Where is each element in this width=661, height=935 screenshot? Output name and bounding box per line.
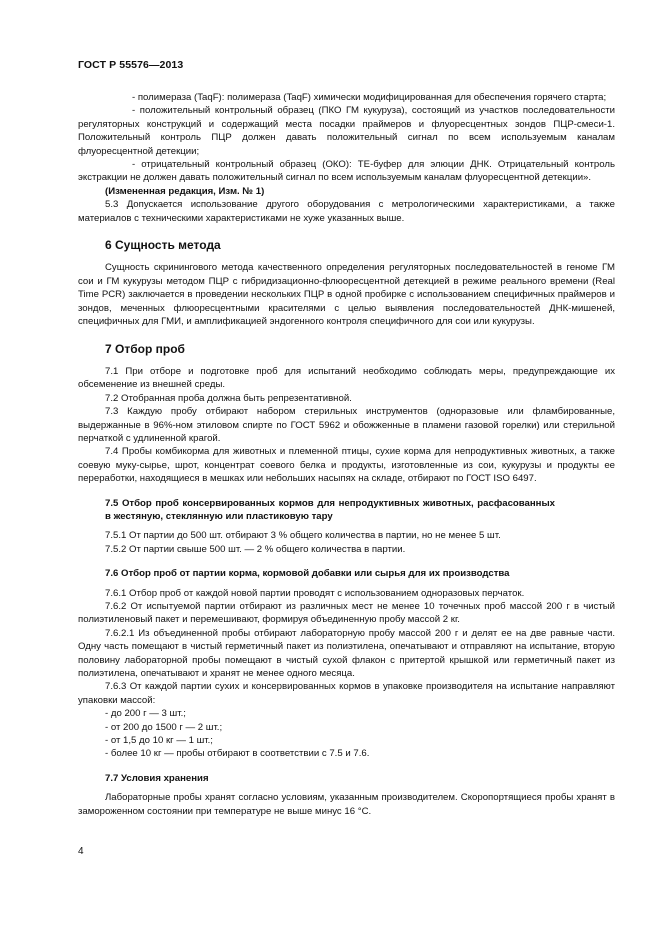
paragraph-7-6-3: 7.6.3 От каждой партии сухих и консервированных кормов в упаковке производителя на испытание направляют упаковки массой: — [78, 681, 615, 706]
list-item: - от 200 до 1500 г — 2 шт.; — [105, 721, 223, 733]
list-item: - от 1,5 до 10 кг — 1 шт.; — [105, 735, 213, 747]
paragraph-positive-control: - положительный контрольный образец (ПКО ГМ кукуруза), состоящий из участков последовательности регуляторных конструкций и содержащий места посадки праймеров и флуоресцентных зондов ПЦР-смеси-1. Положительный контроль ПЦР должен давать положительный сигнал по всем используемым каналам флуоресцентной детекции; — [78, 105, 615, 157]
paragraph-7-4: 7.4 Пробы комбикорма для животных и племенной птицы, сухие корма для непродуктивных животных, а также соевую муку-сырье, шрот, концентрат соевого белка и продукты, изготовленные из сои, кукурузы и продукты ее переработки, находящиеся в мешках или небольших насыпях на складе, отбирают по ГОСТ ISO 6497. — [78, 446, 615, 485]
paragraph-7-6-1: 7.6.1 Отбор проб от каждой новой партии проводят с использованием одноразовых перчаток. — [105, 587, 525, 599]
subsection-7-5-heading: 7.5 Отбор проб консервированных кормов для непродуктивных животных, расфасованных в жестяную, стеклянную или пластиковую тару — [105, 497, 555, 522]
paragraph-5-3: 5.3 Допускается использование другого оборудования с метрологическими характеристиками, а также материалов с техническими характеристиками не хуже указанных выше. — [78, 199, 615, 224]
document-body — [78, 91, 615, 818]
section-7-heading: 7 Отбор проб — [105, 341, 185, 356]
amendment-note: (Измененная редакция, Изм. № 1) — [105, 185, 265, 197]
paragraph-taqf: - полимераза (TaqF): полимераза (TaqF) химически модифицированная для обеспечения горячего старта; — [132, 92, 607, 103]
list-item: - до 200 г — 3 шт.; — [105, 708, 186, 720]
subsection-7-7-heading: 7.7 Условия хранения — [105, 772, 209, 784]
paragraph-7-6-2-1: 7.6.2.1 Из объединенной пробы отбирают лабораторную пробу массой 200 г и делят ее на две равные части. Одну часть помещают в чистый герметичный пакет из полиэтилена, опечатывают и отправляют на испытание, вторую половину лабораторной пробы помещают в чистый сухой флакон с притертой крышкой или герметичный пакет из полиэтилена, опечатывают и хранят не менее одного месяца. — [78, 627, 615, 680]
paragraph-6: Сущность скринингового метода качественного определения регуляторных последовательностей в геноме ГМ сои и ГМ кукурузы методом ПЦР с гибридизационно-флюоресцентной детекцией в режиме реального времени (Real Time PCR) заключается в проведении нескольких ПЦР в одной пробирке с использованием специфичных праймеров и зондов, меченных флюоресцентными красителями с целью выявления последовательностей ДНК-мишеней, специфичных для ГМИ, и амплификацией эндогенного контроля специфичного для сои или кукурузы. — [78, 262, 615, 328]
page-number: 4 — [78, 846, 84, 857]
section-6-heading: 6 Сущность метода — [105, 238, 221, 253]
paragraph-7-7: Лабораторные пробы хранят согласно условиям, указанным производителем. Скоропортящиеся пробы хранят в замороженном состоянии при температуре не выше минус 16 °С. — [78, 792, 615, 817]
paragraph-7-2: 7.2 Отобранная проба должна быть репрезентативной. — [105, 392, 352, 404]
list-item: - более 10 кг — пробы отбирают в соответствии с 7.5 и 7.6. — [105, 748, 370, 760]
paragraph-7-5-2: 7.5.2 От партии свыше 500 шт. — 2 % общего количества в партии. — [105, 543, 406, 555]
paragraph-negative-control: - отрицательный контрольный образец (ОКО): ТЕ-буфер для элюции ДНК. Отрицательный контроль экстракции не должен давать положительный сигнал по всем используемым каналам флуоресцентной детекции». — [78, 159, 615, 184]
document-header: ГОСТ Р 55576—2013 — [78, 59, 184, 71]
subsection-7-6-heading: 7.6 Отбор проб от партии корма, кормовой добавки или сырья для их производства — [105, 568, 510, 580]
paragraph-7-6-2: 7.6.2 От испытуемой партии отбирают из различных мест не менее 10 точечных проб массой 200 г в чистый полиэтиленовый пакет и перемешивают, формируя объединенную пробу массой 2 кг. — [78, 601, 615, 626]
paragraph-7-1: 7.1 При отборе и подготовке проб для испытаний необходимо соблюдать меры, предупреждающие их обсеменение из внешней среды. — [78, 365, 615, 391]
paragraph-7-3: 7.3 Каждую пробу отбирают набором стерильных инструментов (одноразовые или фламбированные, выдержанные в 96%-ном этиловом спирте по ГОСТ 5962 и обожженные в пламени газовой горелки) или стерильной перчаткой с удлиненной крагой. — [78, 406, 615, 444]
paragraph-7-5-1: 7.5.1 От партии до 500 шт. отбирают 3 % общего количества в партии, но не менее 5 шт. — [105, 530, 501, 542]
